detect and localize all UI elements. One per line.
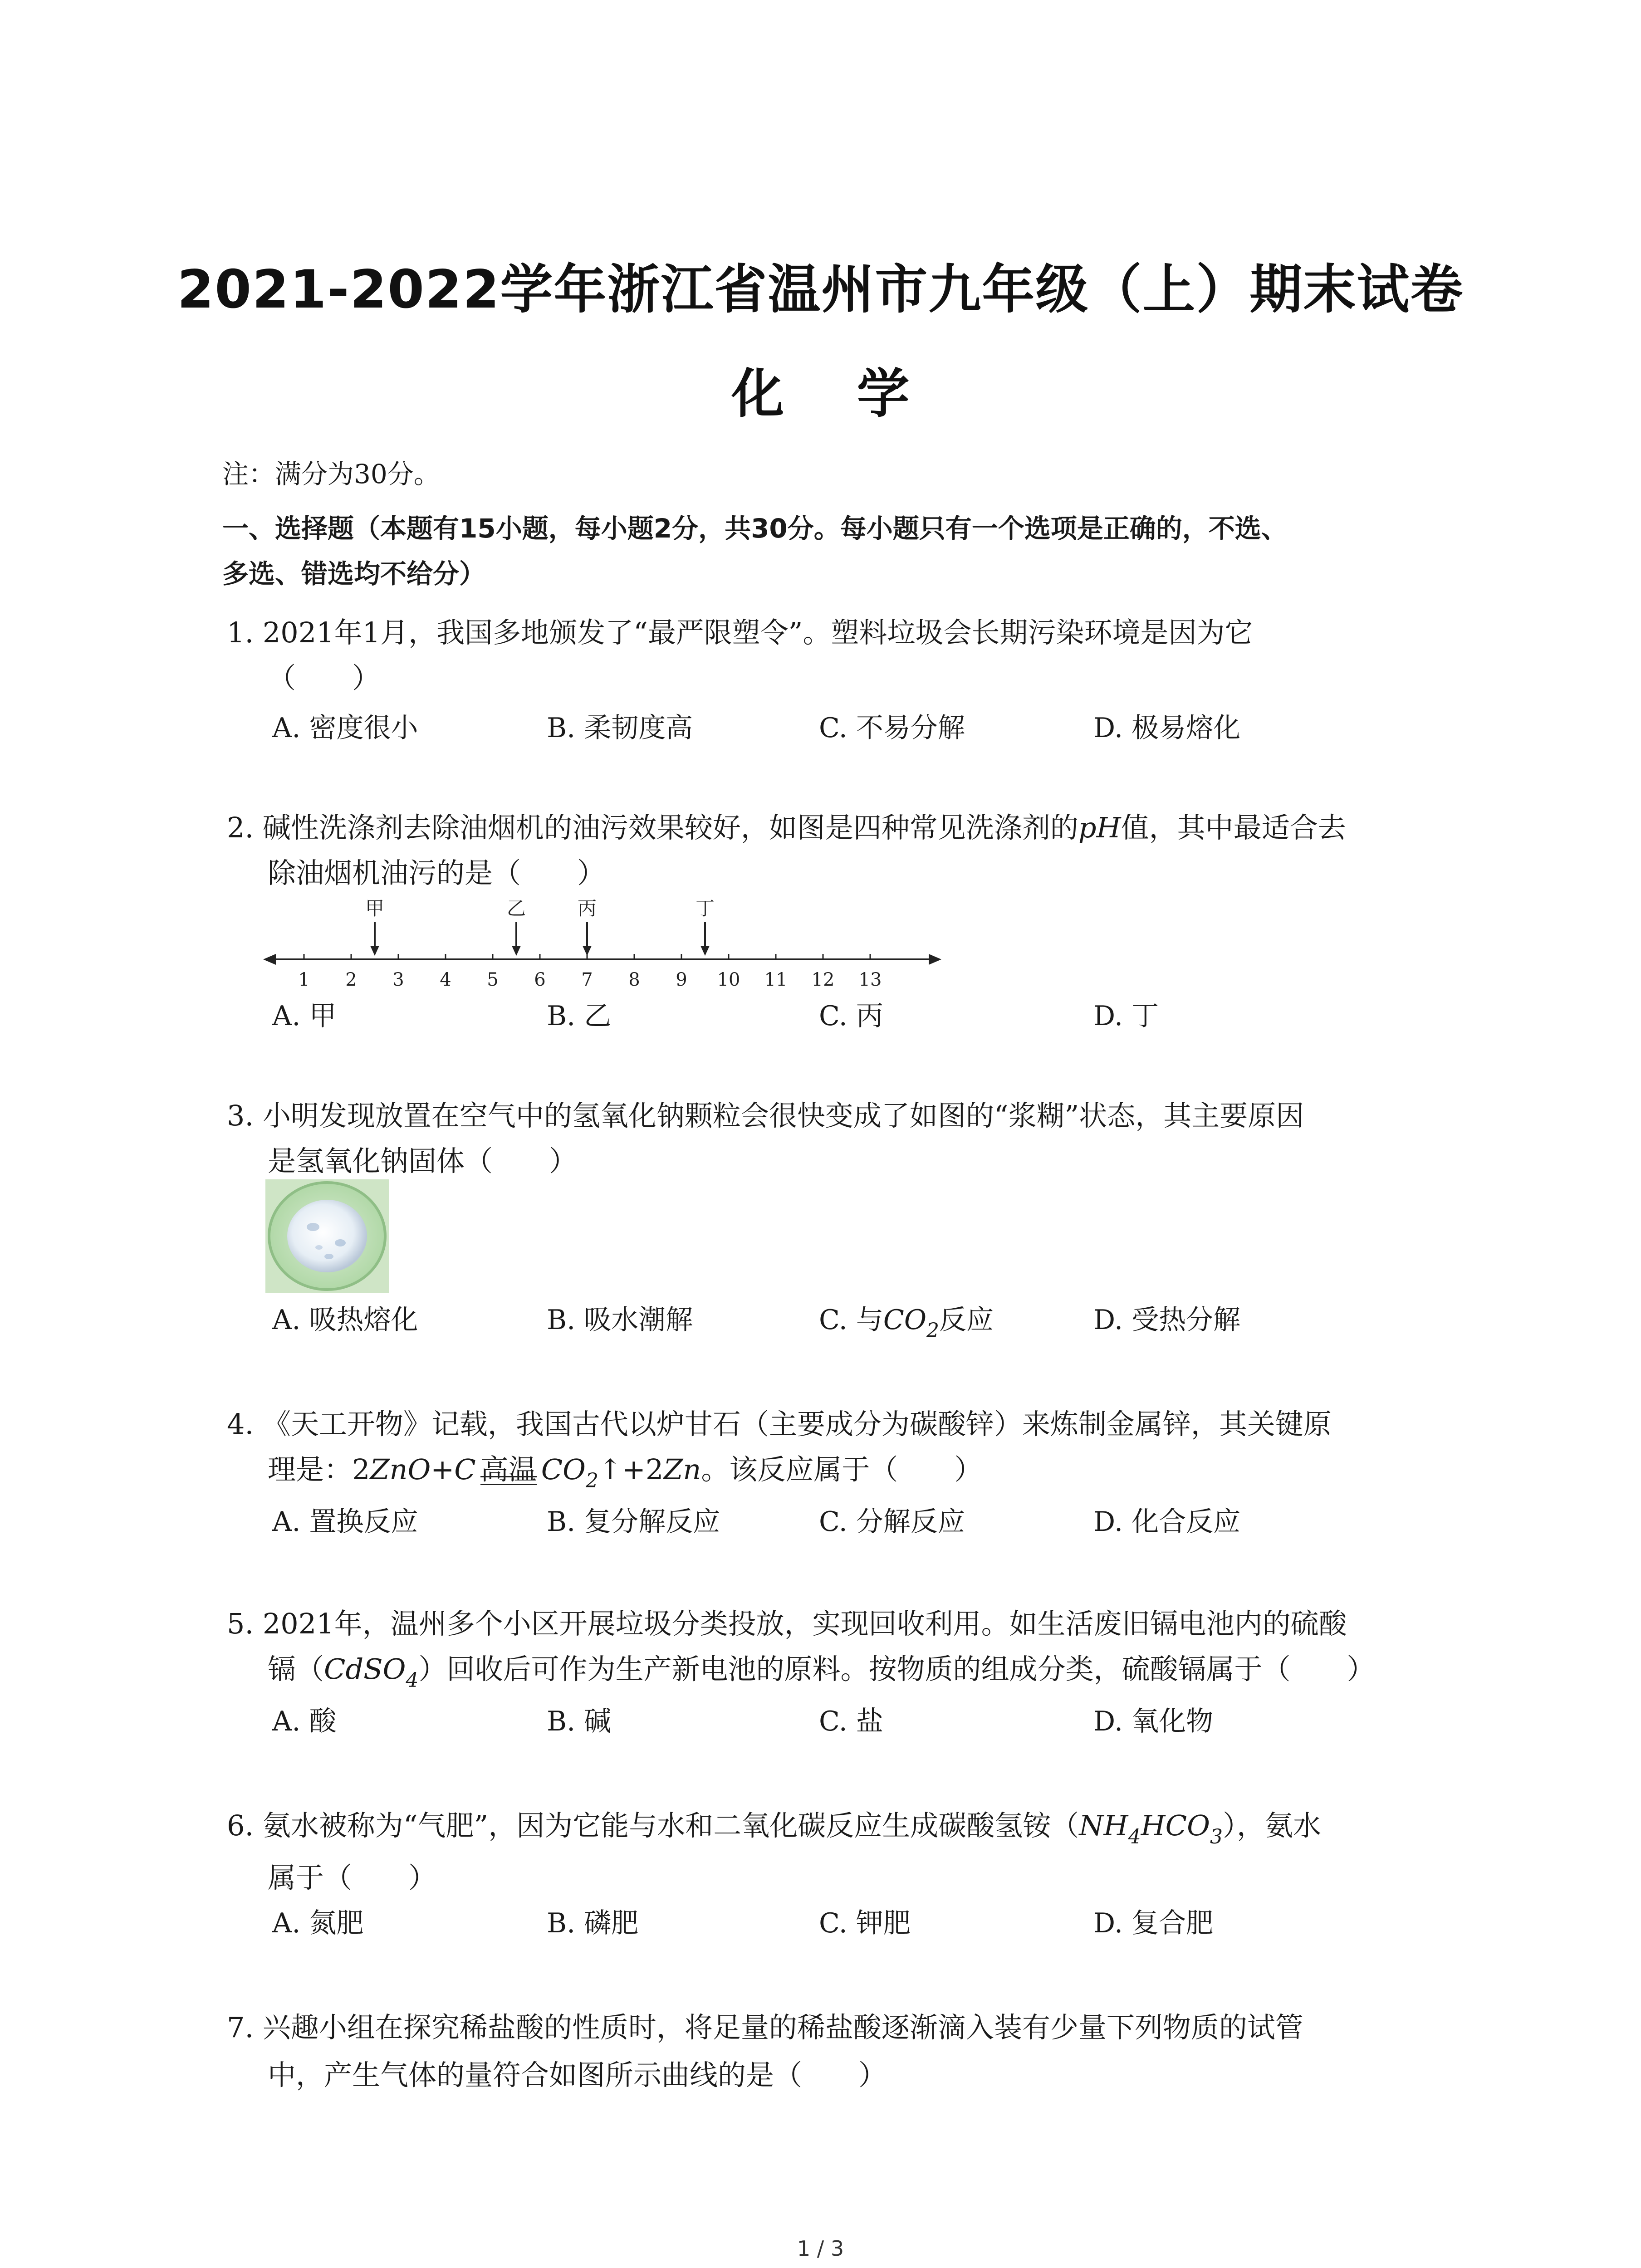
- ph-scale-svg: [263, 896, 962, 987]
- q2-option-d[interactable]: D. 丁: [1093, 1000, 1159, 1032]
- q4-equation-prefix: 理是：2: [268, 1453, 370, 1486]
- ph-marker-arrow-head: [512, 946, 521, 956]
- q3-option-c[interactable]: [819, 1302, 994, 1341]
- q4-option-d[interactable]: D. 化合反应: [1093, 1506, 1241, 1538]
- q4-product-co2: CO: [541, 1453, 586, 1486]
- q6-subscript-4: 4: [1128, 1825, 1141, 1848]
- score-note: 注：满分为30分。: [222, 459, 440, 489]
- q3-options: [272, 1302, 1452, 1342]
- q4-condition-text: 高温: [480, 1453, 537, 1486]
- ph-marker-label: 丙: [577, 897, 597, 919]
- ph-marker-arrow-head: [583, 946, 592, 956]
- q2-option-a[interactable]: A. 甲: [272, 1000, 337, 1032]
- ph-axis-left-arrow: [263, 954, 276, 965]
- q2-stem-part2: 值，其中最适合去: [1121, 811, 1346, 844]
- q3-option-a[interactable]: A. 吸热熔化: [272, 1304, 418, 1336]
- q4-option-c[interactable]: C. 分解反应: [819, 1506, 965, 1538]
- q1-stem-line1: 1. 2021年1月，我国多地颁发了“最严限塑令”。塑料垃圾会长期污染环境是因为它: [227, 616, 1253, 649]
- ph-tick-label: 3: [392, 969, 404, 987]
- q2-options: [272, 998, 1452, 1034]
- q1-stem-line2: （ ）: [268, 661, 381, 694]
- page-number: 1 / 3: [797, 2236, 844, 2261]
- ph-tick-label: 9: [676, 969, 687, 987]
- q1-option-a[interactable]: A. 密度很小: [272, 712, 418, 744]
- q1-option-d[interactable]: D. 极易熔化: [1093, 712, 1241, 744]
- naoh-dish-image: [265, 1179, 389, 1293]
- q2-stem-line2: 除油烟机油污的是（ ）: [268, 856, 606, 890]
- ph-tick-label: 4: [440, 969, 451, 987]
- q3-option-c-suffix: 反应: [939, 1304, 994, 1336]
- q4-gas-arrow: ↑+2: [598, 1453, 664, 1486]
- q6-option-b[interactable]: B. 磷肥: [547, 1907, 639, 1939]
- q4-stem-suffix: 。该反应属于（ ）: [701, 1453, 983, 1486]
- q2-option-c[interactable]: C. 丙: [819, 1000, 883, 1032]
- section-heading-line1: 一、选择题（本题有15小题，每小题2分，共30分。每小题只有一个选项是正确的，不选、: [222, 513, 1288, 544]
- q4-stem-line1: 4. 《天工开物》记载，我国古代以炉甘石（主要成分为碳酸锌）来炼制金属锌，其关键原: [227, 1408, 1332, 1441]
- q5-formula: CdSO: [324, 1652, 406, 1686]
- q3-option-c-formula: CO: [883, 1304, 927, 1336]
- q5-stem-line2: [268, 1651, 1375, 1691]
- q3-option-c-subscript: 2: [926, 1319, 940, 1342]
- ph-marker-label: 丁: [695, 897, 715, 919]
- ph-tick-label: 8: [628, 969, 640, 987]
- q1-options: [272, 710, 1452, 746]
- section-heading-line2: 多选、错选均不给分）: [222, 558, 486, 589]
- q5-options: [272, 1703, 1452, 1740]
- exam-title: 2021-2022学年浙江省温州市九年级（上）期末试卷: [177, 259, 1464, 320]
- q6-stem-line2: 属于（ ）: [268, 1861, 437, 1894]
- subject-title: 化 学: [731, 363, 937, 425]
- ph-tick-label: 7: [581, 969, 593, 987]
- q5-stem-line1: 5. 2021年，温州多个小区开展垃圾分类投放，实现回收利用。如生活废旧镉电池内的硫酸: [227, 1607, 1347, 1640]
- q7-stem-line1: 7. 兴趣小组在探究稀盐酸的性质时，将足量的稀盐酸逐渐滴入装有少量下列物质的试管: [227, 2011, 1303, 2044]
- q3-stem-line2: 是氢氧化钠固体（ ）: [268, 1144, 578, 1178]
- ph-tick-label: 6: [534, 969, 546, 987]
- ph-marker-arrow-head: [370, 946, 379, 956]
- ph-axis-right-arrow: [929, 954, 941, 965]
- ph-scale-figure: [263, 896, 962, 987]
- q6-options: [272, 1905, 1452, 1941]
- q4-stem-line2: [268, 1452, 982, 1491]
- ph-tick-label: 5: [487, 969, 499, 987]
- ph-marker-label: 乙: [506, 897, 526, 919]
- q2-option-b[interactable]: B. 乙: [547, 1000, 612, 1032]
- q6-stem-prefix: 6. 氨水被称为“气肥”，因为它能与水和二氧化碳反应生成碳酸氢铵（: [227, 1809, 1079, 1842]
- q1-option-c[interactable]: C. 不易分解: [819, 712, 965, 744]
- q6-formula-nh: NH: [1079, 1809, 1128, 1842]
- q2-stem-line1: [227, 810, 1346, 846]
- q4-option-b[interactable]: B. 复分解反应: [547, 1506, 720, 1538]
- q5-option-d[interactable]: D. 氧化物: [1093, 1706, 1214, 1737]
- q5-option-b[interactable]: B. 碱: [547, 1706, 612, 1737]
- q7-stem-line2: 中，产生气体的量符合如图所示曲线的是（ ）: [268, 2058, 887, 2092]
- ph-tick-label: 12: [811, 969, 835, 987]
- q5-stem-suffix: ）回收后可作为生产新电池的原料。按物质的组成分类，硫酸镉属于（ ）: [418, 1652, 1375, 1686]
- q4-reactants: ZnO+C: [370, 1453, 476, 1486]
- ph-tick-label: 13: [858, 969, 882, 987]
- q6-option-a[interactable]: A. 氮肥: [272, 1907, 364, 1939]
- q4-product-zn: Zn: [663, 1453, 701, 1486]
- q4-option-a[interactable]: A. 置换反应: [272, 1506, 418, 1538]
- q5-option-c[interactable]: C. 盐: [819, 1706, 883, 1737]
- q3-option-c-prefix: C. 与: [819, 1304, 883, 1336]
- q4-options: [272, 1504, 1452, 1540]
- q4-equals-sign: [480, 1476, 537, 1485]
- q6-option-c[interactable]: C. 钾肥: [819, 1907, 911, 1939]
- q2-stem-part1: 2. 碱性洗涤剂去除油烟机的油污效果较好，如图是四种常见洗涤剂的: [227, 811, 1078, 844]
- ph-tick-label: 10: [717, 969, 740, 987]
- q6-subscript-3: 3: [1210, 1825, 1223, 1848]
- ph-marker-arrow-head: [700, 946, 710, 956]
- q6-stem-line1: [227, 1808, 1321, 1847]
- naoh-dish-svg: [265, 1179, 389, 1293]
- q6-option-d[interactable]: D. 复合肥: [1093, 1907, 1214, 1939]
- q6-stem-suffix: ），氨水: [1222, 1809, 1321, 1842]
- q4-reaction-condition: [480, 1452, 537, 1488]
- q5-formula-subscript: 4: [406, 1669, 419, 1692]
- q3-stem-line1: 3. 小明发现放置在空气中的氢氧化钠颗粒会很快变成了如图的“浆糊”状态，其主要原因: [227, 1099, 1304, 1132]
- q2-ph-symbol: pH: [1078, 811, 1121, 844]
- q4-co2-subscript: 2: [585, 1469, 598, 1492]
- ph-marker-label: 甲: [365, 897, 385, 919]
- q6-formula-hco: HCO: [1141, 1809, 1210, 1842]
- ph-tick-label: 11: [764, 969, 788, 987]
- q5-stem-prefix: 镉（: [268, 1652, 324, 1686]
- ph-tick-label: 2: [345, 969, 357, 987]
- q1-option-b[interactable]: B. 柔韧度高: [547, 712, 693, 744]
- q3-option-b[interactable]: B. 吸水潮解: [547, 1304, 693, 1336]
- q3-option-d[interactable]: D. 受热分解: [1093, 1304, 1241, 1336]
- q5-option-a[interactable]: A. 酸: [272, 1706, 337, 1737]
- ph-tick-label: 1: [298, 969, 310, 987]
